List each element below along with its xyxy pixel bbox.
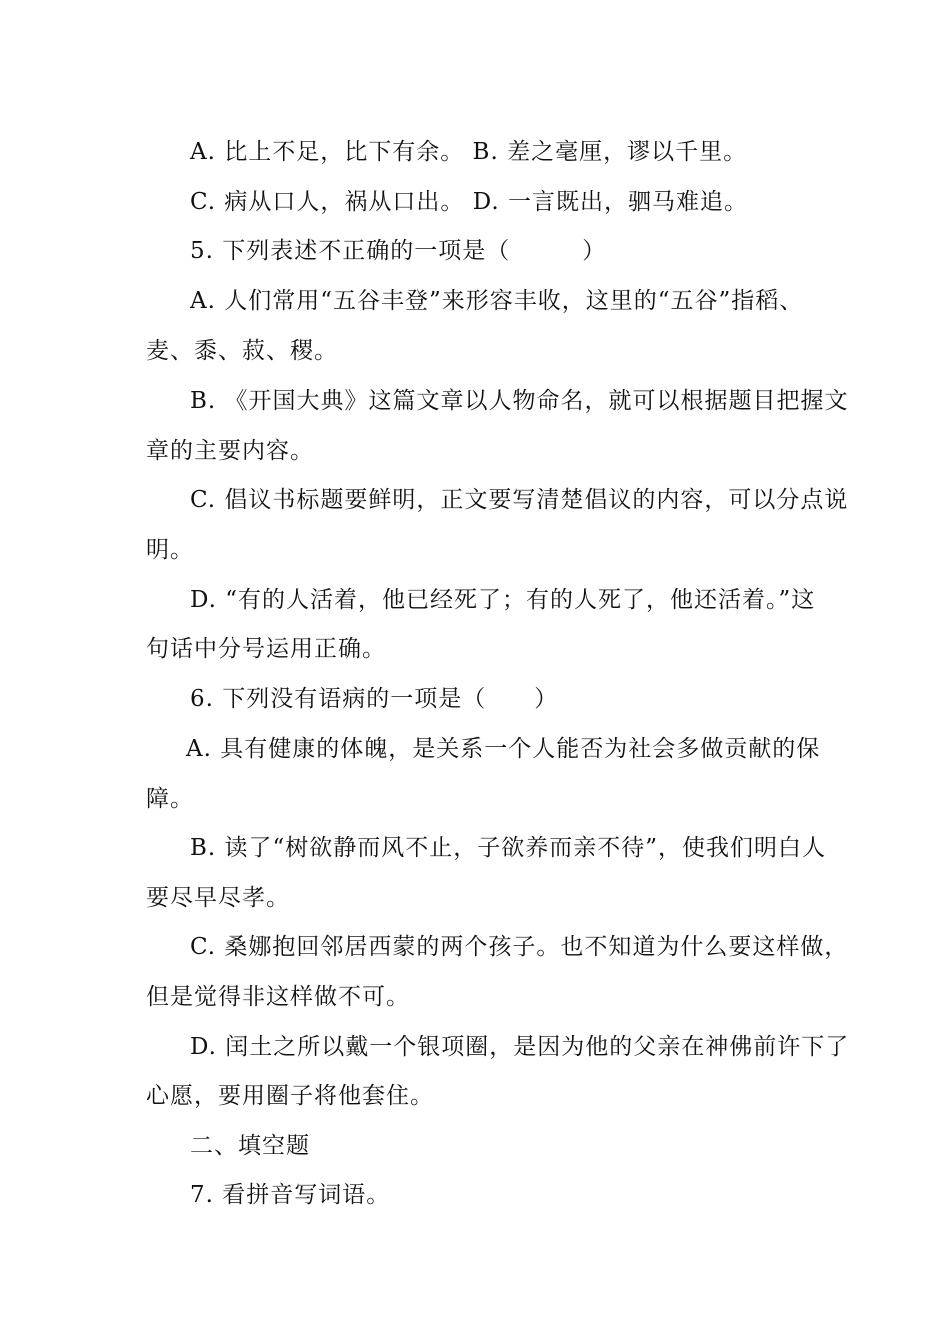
q5-stem: 5. 下列表述不正确的一项是（ ） bbox=[190, 238, 607, 264]
q5-option-a-line1: A. 人们常用“五谷丰登”来形容丰收，这里的“五谷”指稻、 bbox=[190, 288, 804, 314]
q6-stem: 6. 下列没有语病的一项是（ ） bbox=[190, 686, 559, 712]
q6-option-b-line1: B. 读了“树欲静而风不止，子欲养而亲不待”，使我们明白人 bbox=[190, 835, 827, 861]
q4-options-cd: C. 病从口人，祸从口出。 D. 一言既出，驷马难追。 bbox=[190, 189, 748, 215]
q7-stem: 7. 看拼音写词语。 bbox=[190, 1182, 391, 1208]
q5-option-c-line1: C. 倡议书标题要鲜明，正文要写清楚倡议的内容，可以分点说 bbox=[190, 487, 849, 513]
q6-option-c-line2: 但是觉得非这样做不可。 bbox=[146, 984, 410, 1010]
q5-option-d-line2: 句话中分号运用正确。 bbox=[146, 636, 386, 662]
q6-option-d-line1: D. 闰土之所以戴一个银项圈，是因为他的父亲在神佛前许下了 bbox=[190, 1034, 850, 1060]
q6-option-c-line1: C. 桑娜抱回邻居西蒙的两个孩子。也不知道为什么要这样做， bbox=[190, 934, 849, 960]
q5-option-a-line2: 麦、黍、菽、稷。 bbox=[146, 338, 338, 364]
q4-options-ab: A. 比上不足，比下有余。 B. 差之毫厘，谬以千里。 bbox=[190, 139, 748, 165]
q5-option-d-line1: D. “有的人活着，他已经死了；有的人死了，他还活着。”这 bbox=[190, 587, 816, 613]
q5-option-b-line2: 章的主要内容。 bbox=[146, 438, 314, 464]
q5-option-b-line1: B. 《开国大典》这篇文章以人物命名，就可以根据题目把握文 bbox=[190, 388, 849, 414]
section-heading-fill-blank: 二、填空题 bbox=[190, 1133, 310, 1159]
q5-option-c-line2: 明。 bbox=[146, 537, 194, 563]
q6-option-d-line2: 心愿，要用圈子将他套住。 bbox=[146, 1083, 434, 1109]
q6-option-a-line2: 障。 bbox=[146, 786, 194, 812]
q6-option-a-line1: A. 具有健康的体魄，是关系一个人能否为社会多做贡献的保 bbox=[186, 736, 821, 762]
q6-option-b-line2: 要尽早尽孝。 bbox=[146, 885, 290, 911]
